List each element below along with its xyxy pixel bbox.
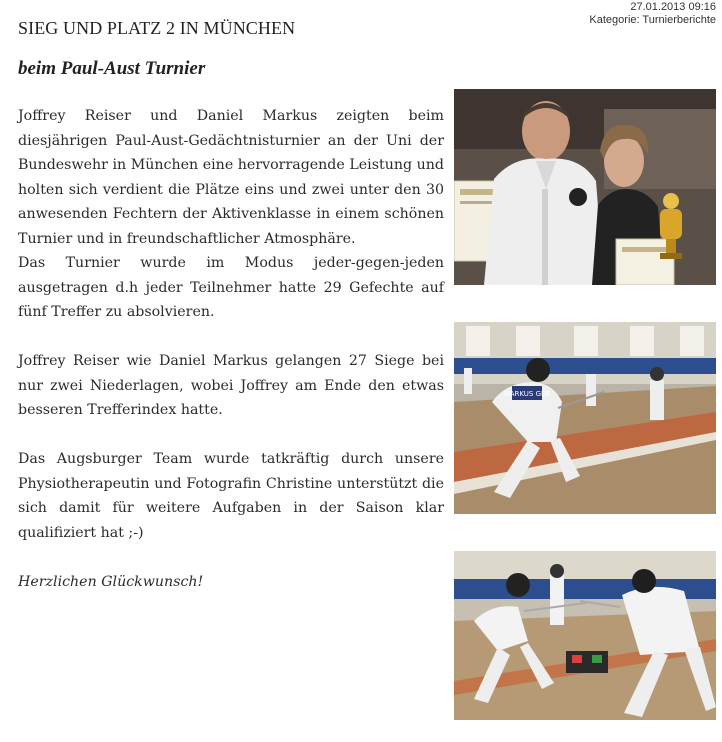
post-date: 27.01.2013 09:16 xyxy=(630,1,716,13)
jacket-lettering: MARKUS GER xyxy=(503,390,551,398)
fencing-lunge-image xyxy=(454,551,716,720)
article-title: SIEG UND PLATZ 2 IN MÜNCHEN xyxy=(18,18,296,38)
article-body xyxy=(18,104,444,619)
post-category[interactable]: Kategorie: Turnierberichte xyxy=(589,14,716,26)
photo-winners[interactable] xyxy=(454,89,716,285)
article-subtitle: beim Paul-Aust Turnier xyxy=(18,58,206,79)
paragraph-1: Joffrey Reiser und Daniel Markus zeigten beim diesjährigen Paul-Aust-Gedächtnisturnier an der Uni der Bundeswehr in München eine hervorragende Leistung und holten sich verdient die Plätze eins und zwei unter den 30 anwesenden Fechtern der Aktivenklasse in einem schönen Turnier und in freundschaftlicher Atmosphäre. xyxy=(18,108,444,247)
winners-image xyxy=(454,89,716,285)
photo-fencing-bout[interactable] xyxy=(454,322,716,514)
paragraph-4: Das Augsburger Team wurde tatkräftig durch unsere Physiotherapeutin und Fotografin Christine unterstützt die sich damit für weitere Aufgaben in der Saison klar qualifiziert hat ;-) xyxy=(18,451,444,541)
photo-fencing-lunge[interactable] xyxy=(454,551,716,720)
post-meta xyxy=(589,1,716,27)
paragraph-3: Joffrey Reiser wie Daniel Markus gelangen 27 Siege bei nur zwei Niederlagen, wobei Joffrey am Ende den etwas besseren Trefferindex hatte. xyxy=(18,353,444,418)
paragraph-2: Das Turnier wurde im Modus jeder-gegen-jeden ausgetragen d.h jeder Teilnehmer hatte 29 Gefechte auf fünf Treffer zu absolvieren. xyxy=(18,255,444,320)
fencing-bout-image xyxy=(454,322,716,514)
closing-line: Herzlichen Glückwunsch! xyxy=(18,573,204,590)
